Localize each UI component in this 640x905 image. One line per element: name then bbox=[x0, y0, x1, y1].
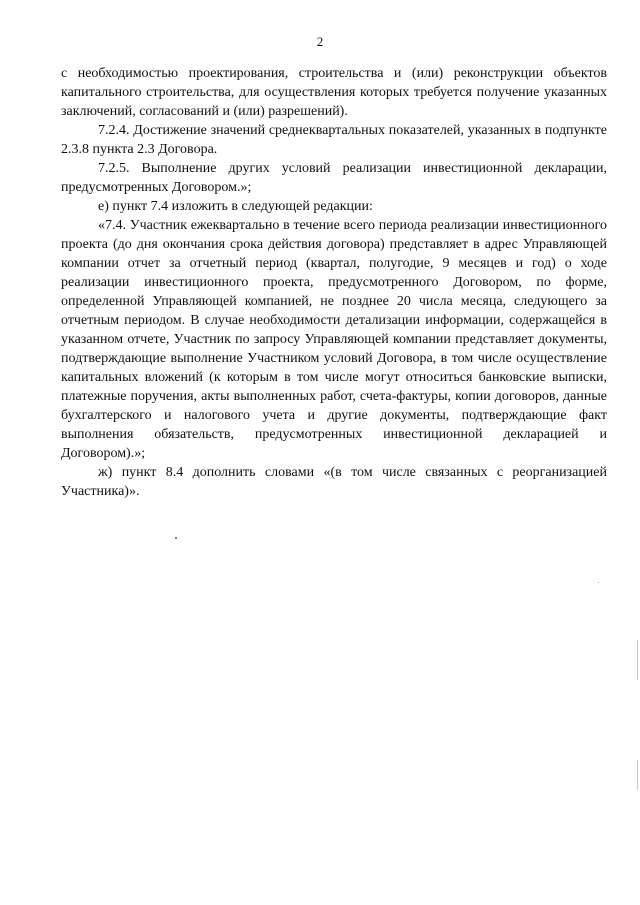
paragraph-7-4: «7.4. Участник ежеквартально в течение всего периода реализации инвестиционного проекта (до дня окончания срока действия договора) представляет в адрес Управляющей компании отчет за отчетный период (квартал, полугодие, 9 месяцев и год) о ходе реализации инвестиционного проекта, предусмотренного Договором, по форме, определенной Управляющей компанией, не позднее 20 числа месяца, следующего за отчетным периодом. В случае необходимости детализации информации, содержащейся в указанном отчете, Участник по запросу Управляющей компании представляет документы, подтверждающие выполнение Участником условий Договора, в том числе осуществление капитальных вложений (к которым в том числе могут относиться банковские выписки, платежные поручения, акты выполненных работ, счета-фактуры, копии договоров, данные бухгалтерского и налогового учета и другие документы, подтверждающие факт выполнения обязательств, предусмотренных инвестиционной декларацией и Договором).»; bbox=[61, 218, 607, 461]
scan-edge-mark bbox=[637, 640, 638, 680]
paragraph-7-2-5: 7.2.5. Выполнение других условий реализации инвестиционной декларации, предусмотренных Договором.»; bbox=[61, 161, 607, 195]
page-number: 2 bbox=[316, 34, 324, 49]
scan-speck bbox=[598, 582, 599, 583]
paragraph-item-zh: ж) пункт 8.4 дополнить словами «(в том числе связанных с реорганизацией Участника)». bbox=[61, 465, 607, 499]
scan-speck bbox=[175, 537, 177, 539]
paragraph-item-e: е) пункт 7.4 изложить в следующей редакции: bbox=[98, 199, 373, 214]
document-body bbox=[61, 64, 607, 501]
scan-edge-mark bbox=[637, 760, 638, 790]
paragraph-continuation: с необходимостью проектирования, строительства и (или) реконструкции объектов капитального строительства, для осуществления которых требуется получение указанных заключений, согласований и (или) разрешений). bbox=[61, 66, 607, 119]
paragraph-7-2-4: 7.2.4. Достижение значений среднеквартальных показателей, указанных в подпункте 2.3.8 пункта 2.3 Договора. bbox=[61, 123, 607, 157]
